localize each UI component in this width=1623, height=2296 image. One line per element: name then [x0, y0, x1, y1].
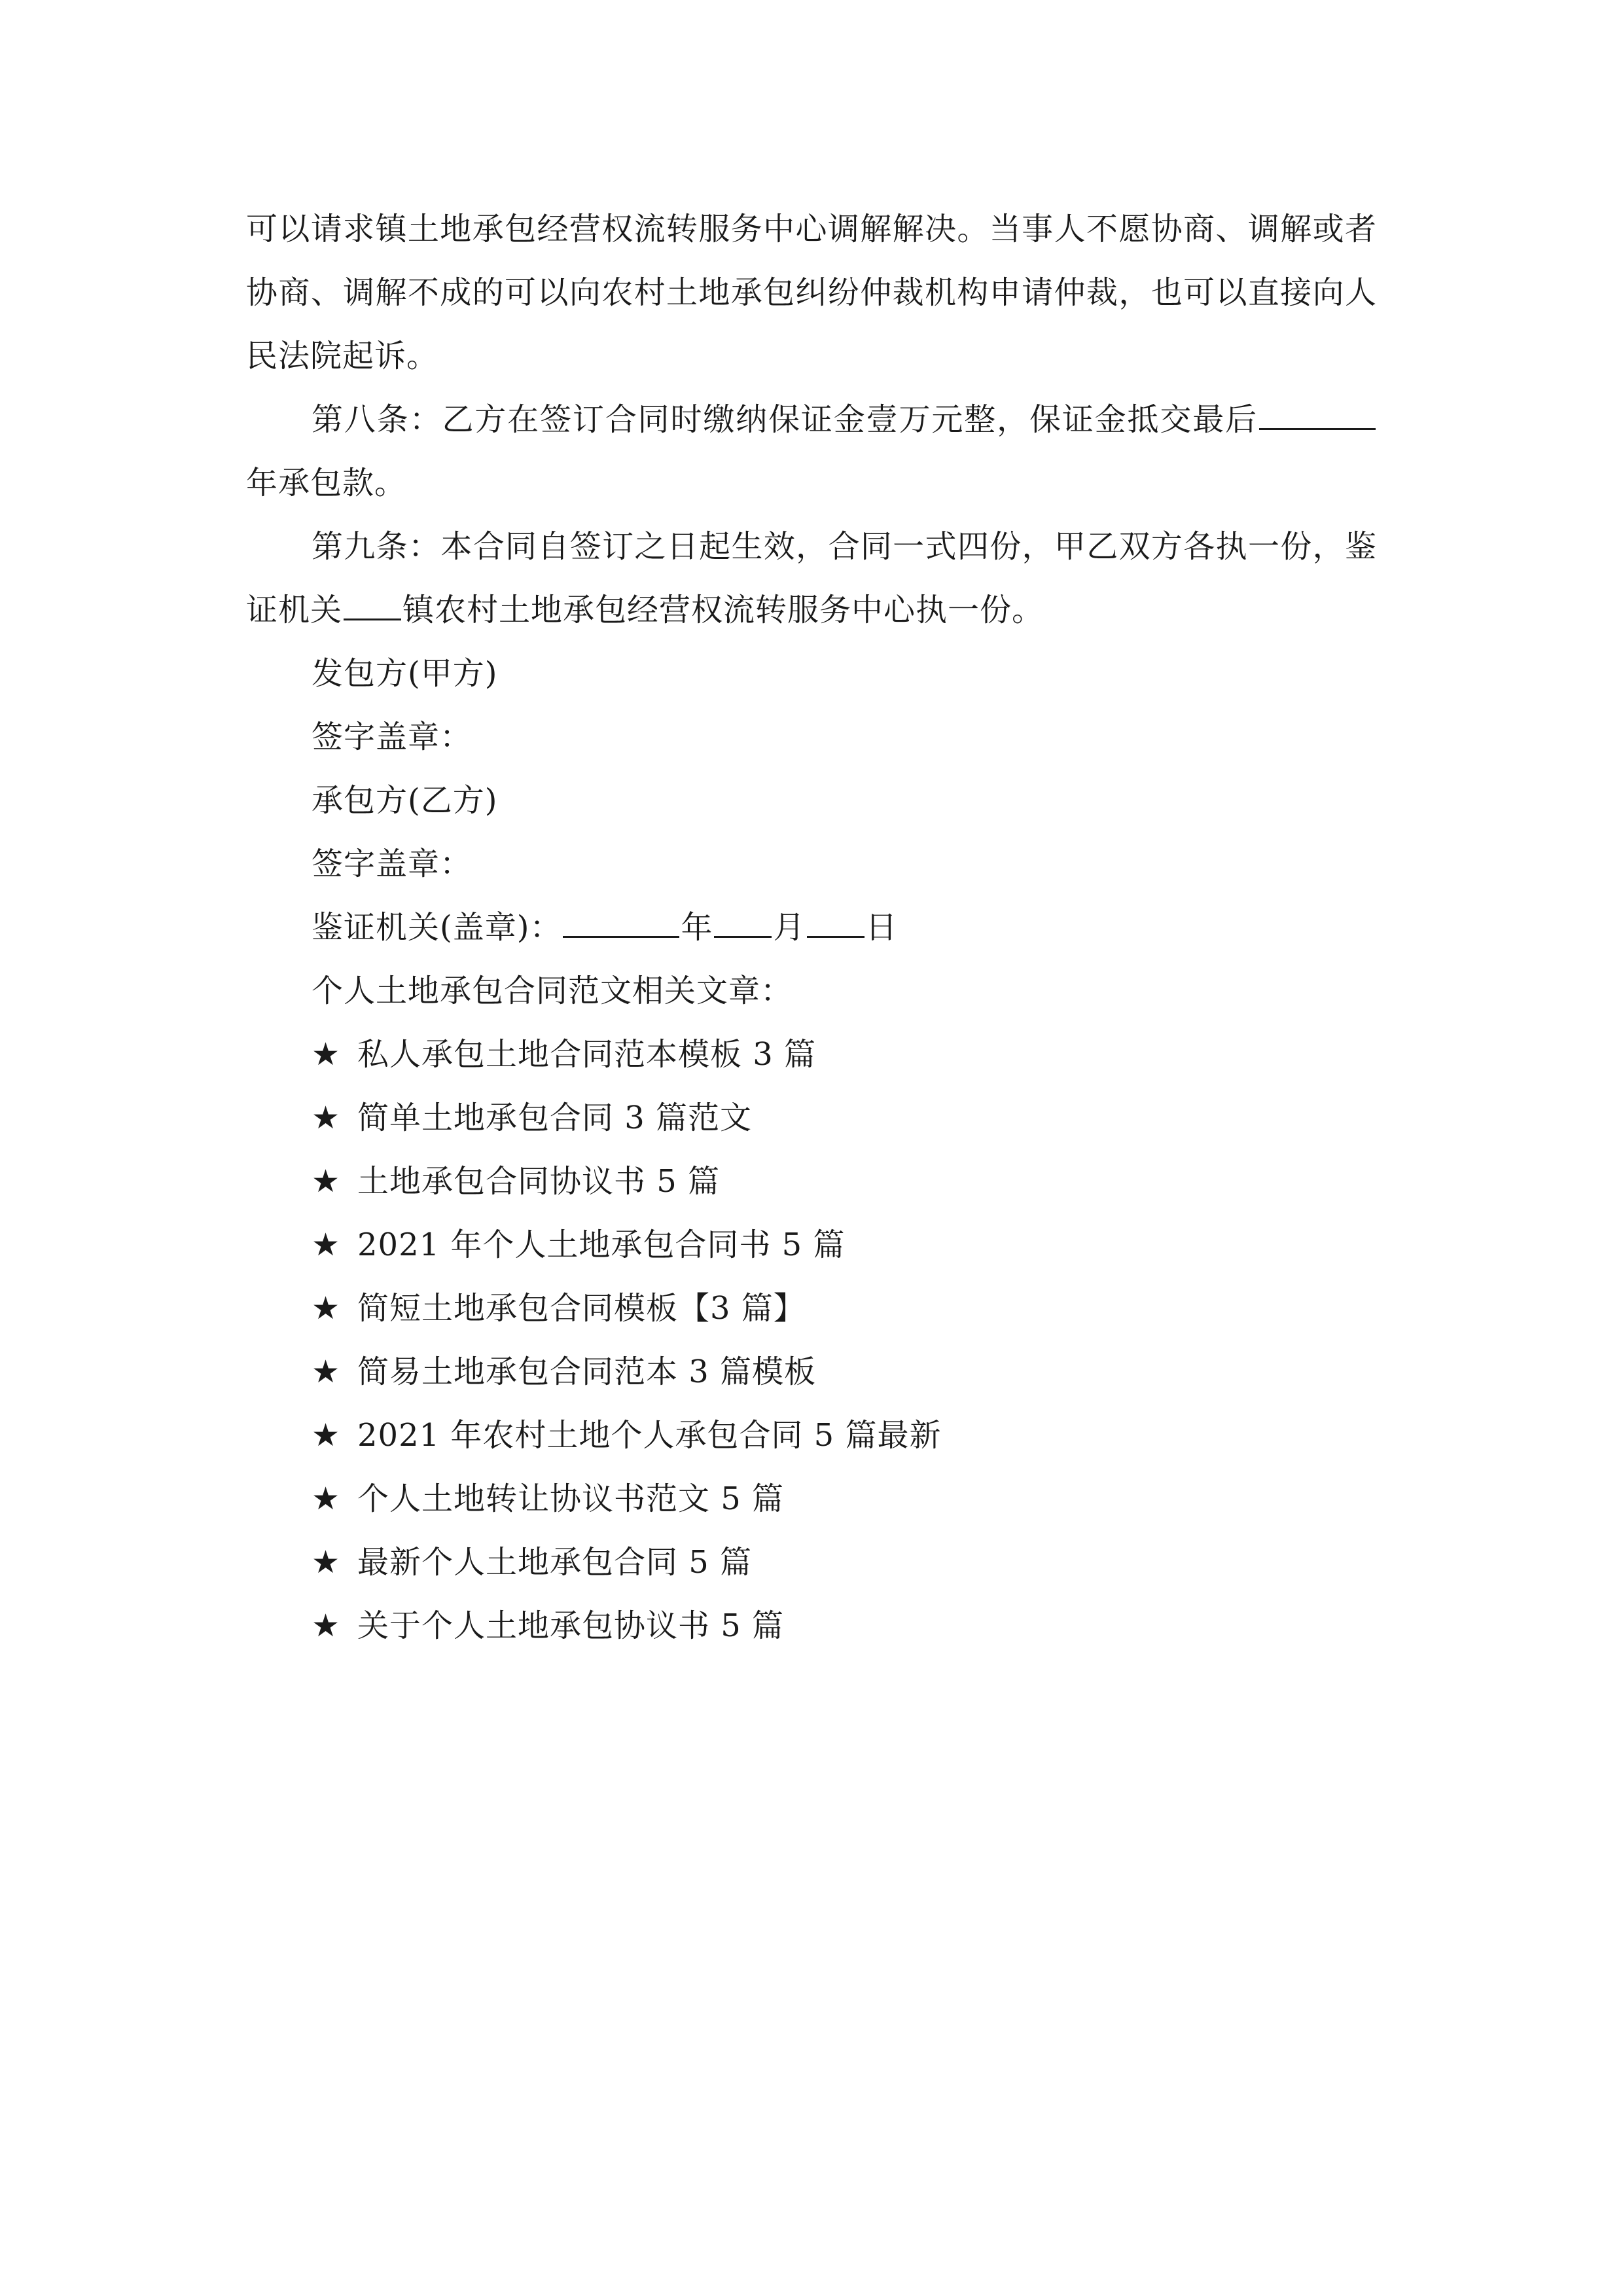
document-body [246, 198, 1377, 1658]
day-label: 日 [865, 909, 898, 946]
related-article-title: 2021 年农村土地个人承包合同 5 篇最新 [357, 1417, 942, 1454]
related-article-link[interactable] [246, 1340, 1377, 1404]
star-icon: ★ [312, 1417, 341, 1454]
related-article-link[interactable] [246, 1594, 1377, 1658]
party-b-label: 承包方(乙方) [312, 782, 498, 819]
article-8-text-end: 年承包款。 [246, 465, 407, 501]
related-articles-list [246, 1023, 1377, 1658]
star-icon: ★ [312, 1163, 341, 1200]
related-article-link[interactable] [246, 1531, 1377, 1594]
authority-date-line [246, 896, 1377, 960]
related-article-title: 2021 年个人土地承包合同书 5 篇 [357, 1227, 846, 1263]
party-b-signature-label: 签字盖章： [312, 846, 473, 882]
authority-label: 鉴证机关(盖章)： [312, 909, 562, 946]
star-icon: ★ [312, 1036, 341, 1073]
star-icon: ★ [312, 1354, 341, 1390]
related-article-link[interactable] [246, 1213, 1377, 1277]
paragraph-dispute-resolution: 可以请求镇土地承包经营权流转服务中心调解解决。当事人不愿协商、调解或者协商、调解不成的可以向农村土地承包纠纷仲裁机构申请仲裁，也可以直接向人民法院起诉。 [246, 211, 1377, 374]
star-icon: ★ [312, 1480, 341, 1517]
related-article-title: 简单土地承包合同 3 篇范文 [357, 1100, 753, 1136]
blank-field-final-year [1259, 399, 1376, 430]
blank-field-town [344, 590, 401, 620]
year-label: 年 [681, 909, 713, 946]
paragraph-article-9 [246, 515, 1377, 642]
paragraph-article-8 [246, 388, 1377, 515]
month-label: 月 [773, 909, 806, 946]
star-icon: ★ [312, 1290, 341, 1327]
related-articles-heading: 个人土地承包合同范文相关文章： [312, 973, 793, 1009]
article-9-text-end: 镇农村土地承包经营权流转服务中心执一份。 [402, 592, 1044, 628]
blank-field-day [807, 907, 865, 938]
article-9-text: 第九条：本合同自签订之日起生效，合同一式四份，甲乙双方各执一份，鉴证机关 [246, 528, 1377, 628]
blank-field-month [714, 907, 772, 938]
related-article-title: 关于个人土地承包协议书 5 篇 [357, 1607, 785, 1644]
related-article-link[interactable] [246, 1023, 1377, 1086]
blank-field-year [563, 907, 679, 938]
article-8-text: 第八条：乙方在签订合同时缴纳保证金壹万元整，保证金抵交最后 [312, 401, 1258, 438]
related-article-link[interactable] [246, 1086, 1377, 1150]
related-article-title: 简易土地承包合同范本 3 篇模板 [357, 1354, 817, 1390]
related-article-title: 个人土地转让协议书范文 5 篇 [357, 1480, 785, 1517]
star-icon: ★ [312, 1544, 341, 1581]
related-article-title: 私人承包土地合同范本模板 3 篇 [357, 1036, 817, 1073]
party-a-label: 发包方(甲方) [312, 655, 498, 692]
star-icon: ★ [312, 1100, 341, 1136]
related-article-title: 土地承包合同协议书 5 篇 [357, 1163, 721, 1200]
related-article-link[interactable] [246, 1277, 1377, 1340]
star-icon: ★ [312, 1607, 341, 1644]
related-article-title: 简短土地承包合同模板【3 篇】 [357, 1290, 806, 1327]
related-article-link[interactable] [246, 1467, 1377, 1531]
related-article-link[interactable] [246, 1404, 1377, 1467]
related-article-link[interactable] [246, 1150, 1377, 1213]
party-a-signature-label: 签字盖章： [312, 719, 473, 755]
related-article-title: 最新个人土地承包合同 5 篇 [357, 1544, 753, 1581]
star-icon: ★ [312, 1227, 341, 1263]
